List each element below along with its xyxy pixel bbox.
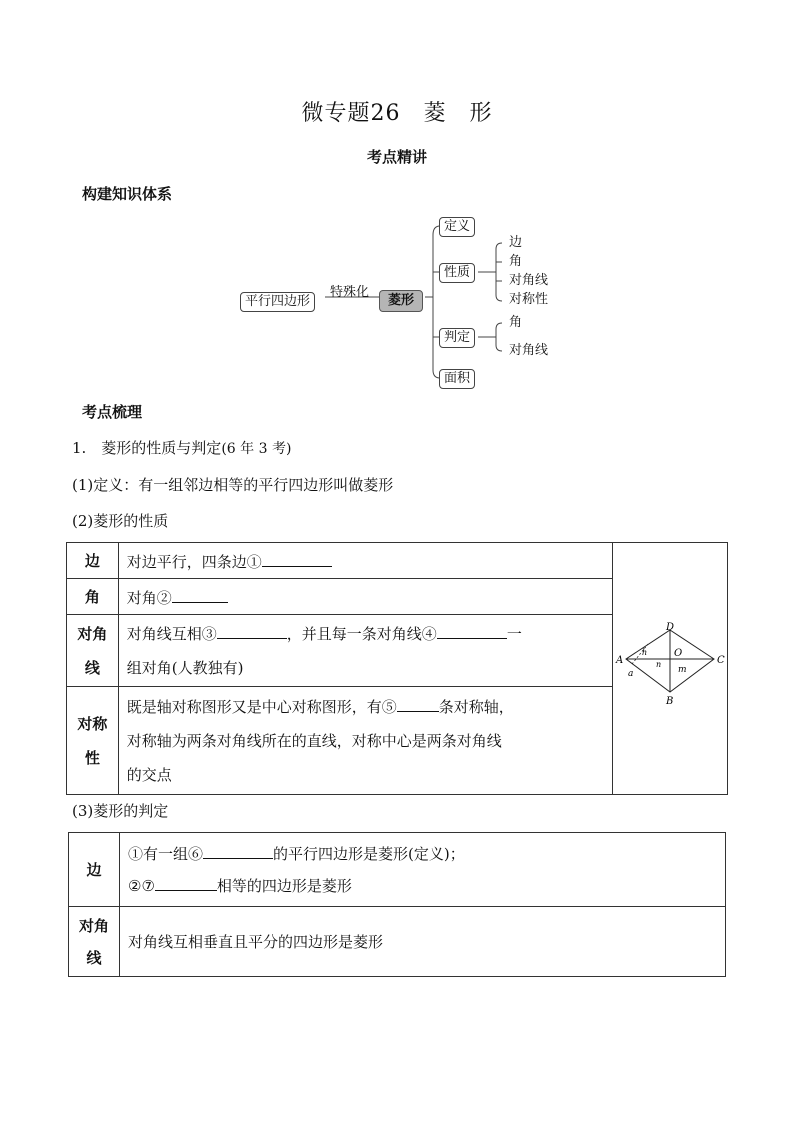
sym-head-a: 对称	[77, 714, 108, 733]
row-body-angle	[118, 579, 612, 615]
mindmap-edge-label: 特殊化	[330, 285, 370, 300]
mindmap-branch-definition: 定义	[439, 217, 475, 237]
row-body-side	[118, 543, 612, 579]
table-row	[69, 833, 726, 907]
judge-head-diagonal	[69, 907, 120, 977]
judge-body-side	[120, 833, 726, 907]
properties-title: (2)菱形的性质	[72, 512, 169, 530]
item1-heading-text: 1. 菱形的性质与判定	[72, 439, 222, 457]
mindmap-root-node: 平行四边形	[240, 292, 315, 312]
judge-head-side: 边	[69, 833, 120, 907]
diag-head-a: 对角	[77, 624, 108, 643]
judge-line2-post: 相等的四边形是菱形	[216, 876, 352, 895]
row-head-angle: 角	[67, 579, 119, 615]
item1-heading-note: (6 年 3 考)	[221, 441, 292, 457]
label-n: n	[656, 659, 662, 669]
rhombus-figure-cell	[613, 543, 728, 795]
blank-7[interactable]	[155, 874, 217, 891]
judge-line1-post: 的平行四边形是菱形(定义)；	[273, 844, 465, 863]
judge-line1-pre: ①有一组⑥	[128, 844, 204, 863]
blank-3[interactable]	[217, 622, 287, 639]
blank-1[interactable]	[262, 550, 332, 567]
judge-body-diagonal: 对角线互相垂直且平分的四边形是菱形	[120, 907, 726, 977]
diag-text-1: 对角线互相③	[126, 624, 217, 643]
blank-2[interactable]	[172, 586, 228, 603]
row-body-symmetry	[118, 687, 612, 795]
item1-heading	[72, 437, 291, 458]
sym-text-2: 条对称轴，	[438, 697, 514, 716]
section-build-system: 构建知识体系	[82, 185, 173, 203]
sym-text-1: 既是轴对称图形又是中心对称图形，有⑤	[126, 697, 397, 716]
label-o: O	[674, 647, 683, 659]
diag-text-2: ，并且每一条对角线④	[286, 624, 437, 643]
mindmap-branch-area: 面积	[439, 369, 475, 389]
label-d: D	[666, 621, 675, 633]
table-row	[67, 543, 728, 579]
rhombus-figure	[614, 622, 726, 712]
mindmap-leaf-side: 边	[509, 235, 523, 250]
row-body-diagonal	[118, 615, 612, 687]
sym-text-line2: 对称轴为两条对角线所在的直线，对称中心是两条对角线	[126, 731, 502, 750]
angle-text: 对角②	[126, 588, 172, 607]
mindmap-leaf-angle: 角	[509, 254, 523, 269]
mindmap-leaf-diagonal: 对角线	[509, 273, 549, 288]
label-m: m	[678, 664, 687, 675]
blank-5[interactable]	[397, 695, 439, 712]
properties-table	[66, 542, 728, 795]
label-a-small: a	[628, 668, 634, 679]
sym-text-line3: 的交点	[126, 765, 172, 784]
judgement-table	[68, 832, 726, 977]
row-head-side: 边	[67, 543, 119, 579]
blank-4[interactable]	[437, 622, 507, 639]
side-text: 对边平行，四条边①	[126, 552, 262, 571]
judge-diag-head-a: 对角	[78, 916, 109, 935]
label-h: h	[642, 647, 648, 657]
label-b: B	[666, 695, 674, 707]
definition-line: (1)定义：有一组邻边相等的平行四边形叫做菱形	[72, 476, 394, 494]
mindmap-leaf-symmetry: 对称性	[509, 292, 549, 307]
mindmap-center-node: 菱形	[379, 290, 423, 312]
page-title: 微专题26 菱 形	[301, 101, 493, 126]
row-head-diagonal	[67, 615, 119, 687]
mindmap-leaf-judge-angle: 角	[509, 315, 523, 330]
judge-diag-head-b: 线	[86, 948, 102, 967]
diag-head-b: 线	[84, 658, 100, 677]
mindmap-branch-properties: 性质	[439, 263, 475, 283]
label-a: A	[616, 654, 624, 666]
row-head-symmetry	[67, 687, 119, 795]
diag-text-3: 一	[506, 624, 522, 643]
sym-head-b: 性	[84, 748, 100, 767]
mindmap-branch-judgement: 判定	[439, 328, 475, 348]
table-row	[69, 907, 726, 977]
section-sort-points: 考点梳理	[82, 403, 143, 421]
mindmap-leaf-judge-diagonal: 对角线	[509, 343, 549, 358]
blank-6[interactable]	[203, 842, 273, 859]
judgement-title: (3)菱形的判定	[72, 802, 169, 820]
diag-text-line2: 组对角(人教独有)	[126, 658, 244, 677]
label-c: C	[717, 654, 725, 666]
judge-line2-pre: ②⑦	[128, 876, 155, 895]
page-subtitle: 考点精讲	[366, 148, 427, 166]
